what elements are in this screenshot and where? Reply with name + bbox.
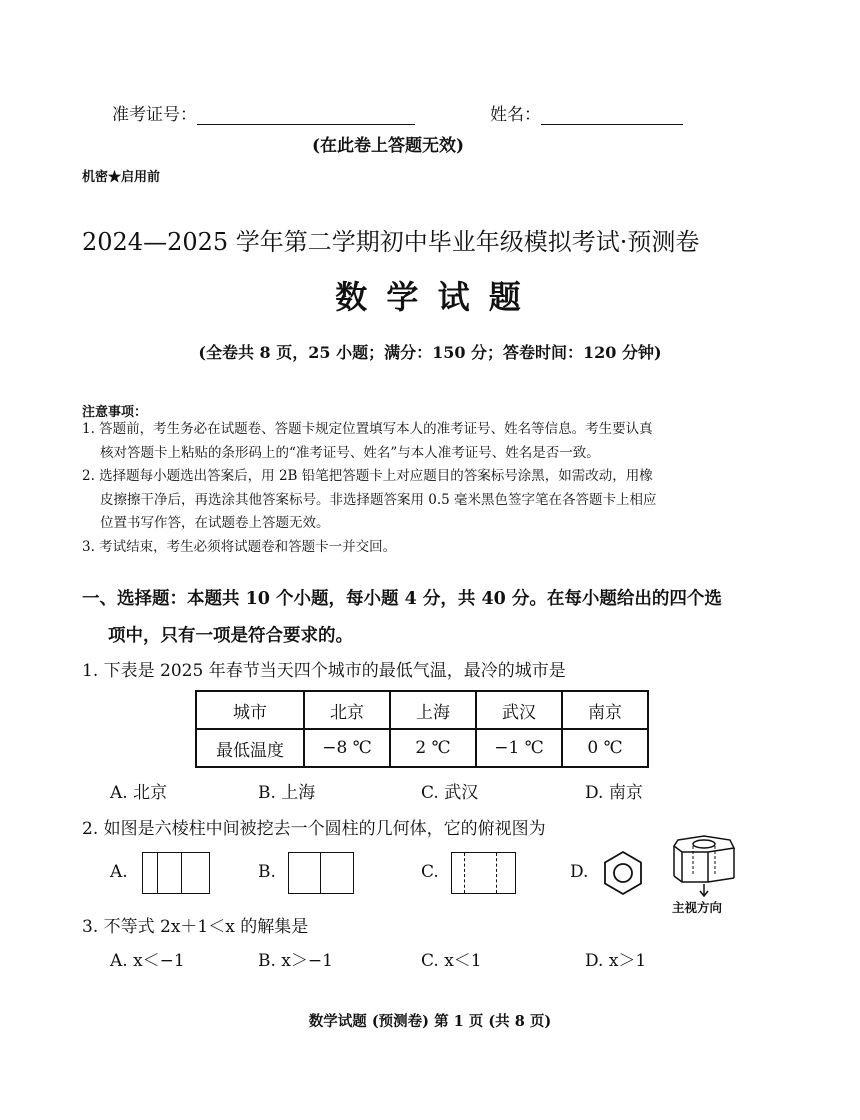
q3-option-a[interactable]: A. x＜−1	[110, 951, 185, 971]
notes-list	[82, 418, 782, 559]
page-title: 2024—2025 学年第二学期初中毕业年级模拟考试·预测卷	[82, 228, 700, 256]
subject-title: 数 学 试 题	[335, 278, 525, 316]
q2-option-d[interactable]: D.	[570, 862, 589, 882]
note-line: 核对答题卡上粘贴的条形码上的“准考证号、姓名”与本人准考证号、姓名是否一致。	[100, 444, 600, 461]
exam-info: (全卷共 8 页，25 小题；满分：150 分；答卷时间：120 分钟)	[198, 343, 662, 362]
table-cell: 0 ℃	[562, 729, 648, 767]
table-cell: 南京	[562, 691, 648, 729]
section-heading: 一、选择题：本题共 10 个小题，每小题 4 分，共 40 分。在每小题给出的四个选	[82, 589, 722, 609]
q1-option-b[interactable]: B. 上海	[258, 783, 316, 803]
exam-id-label: 准考证号：	[112, 100, 415, 125]
table-row	[196, 729, 648, 767]
note-line: 皮擦擦干净后，再选涂其他答案标号。非选择题答案用 0.5 毫米黑色签字笔在各答题卡上相应	[100, 491, 657, 508]
hex-prism-figure	[664, 832, 740, 898]
q3-option-b[interactable]: B. x＞−1	[258, 951, 333, 971]
q1-option-a[interactable]: A. 北京	[110, 783, 168, 803]
view-direction-caption: 主视方向	[672, 900, 723, 915]
table-row	[196, 691, 648, 729]
q2-option-a[interactable]: A.	[110, 862, 128, 882]
table-cell: 武汉	[476, 691, 562, 729]
note-line: 3. 考试结束，考生必须将试题卷和答题卡一并交回。	[82, 538, 397, 555]
note-line: 位置书写作答，在试题卷上答题无效。	[100, 515, 330, 531]
table-cell: 最低温度	[196, 729, 304, 767]
table-cell: 上海	[390, 691, 476, 729]
q3-option-c[interactable]: C. x＜1	[421, 951, 482, 971]
q2-figure-c	[451, 852, 516, 894]
section-heading-cont: 项中，只有一项是符合要求的。	[108, 626, 353, 646]
q1-stem: 1. 下表是 2025 年春节当天四个城市的最低气温，最冷的城市是	[82, 661, 566, 681]
temperature-table	[195, 690, 649, 768]
q1-option-d[interactable]: D. 南京	[585, 783, 643, 803]
q2-option-c[interactable]: C.	[421, 862, 439, 882]
name-blank	[541, 106, 683, 125]
table-cell: −8 ℃	[304, 729, 390, 767]
q3-stem: 3. 不等式 2x＋1＜x 的解集是	[82, 917, 309, 937]
page-footer: 数学试题 (预测卷) 第 1 页 (共 8 页)	[308, 1013, 552, 1030]
notes-heading: 注意事项：	[82, 405, 148, 420]
hexagon-ring-icon	[600, 850, 646, 896]
q2-figure-a	[142, 852, 210, 894]
name-label: 姓名：	[490, 100, 683, 125]
table-cell: 2 ℃	[390, 729, 476, 767]
note-line: 1. 答题前，考生务必在试题卷、答题卡规定位置填写本人的准考证号、姓名等信息。考生要认真	[82, 421, 653, 437]
secret-mark: 机密★启用前	[82, 170, 161, 185]
note-line: 2. 选择题每小题选出答案后，用 2B 铅笔把答题卡上对应题目的答案标号涂黑，如需改动，用橡	[82, 468, 653, 484]
q1-option-c[interactable]: C. 武汉	[421, 783, 479, 803]
q3-option-d[interactable]: D. x＞1	[585, 951, 647, 971]
exam-id-blank	[197, 106, 415, 125]
q2-option-b[interactable]: B.	[258, 862, 276, 882]
q2-figure-b	[288, 852, 354, 894]
table-cell: −1 ℃	[476, 729, 562, 767]
table-cell: 北京	[304, 691, 390, 729]
q2-stem: 2. 如图是六棱柱中间被挖去一个圆柱的几何体，它的俯视图为	[82, 819, 546, 839]
invalid-notice: (在此卷上答题无效)	[312, 136, 465, 156]
table-cell: 城市	[196, 691, 304, 729]
